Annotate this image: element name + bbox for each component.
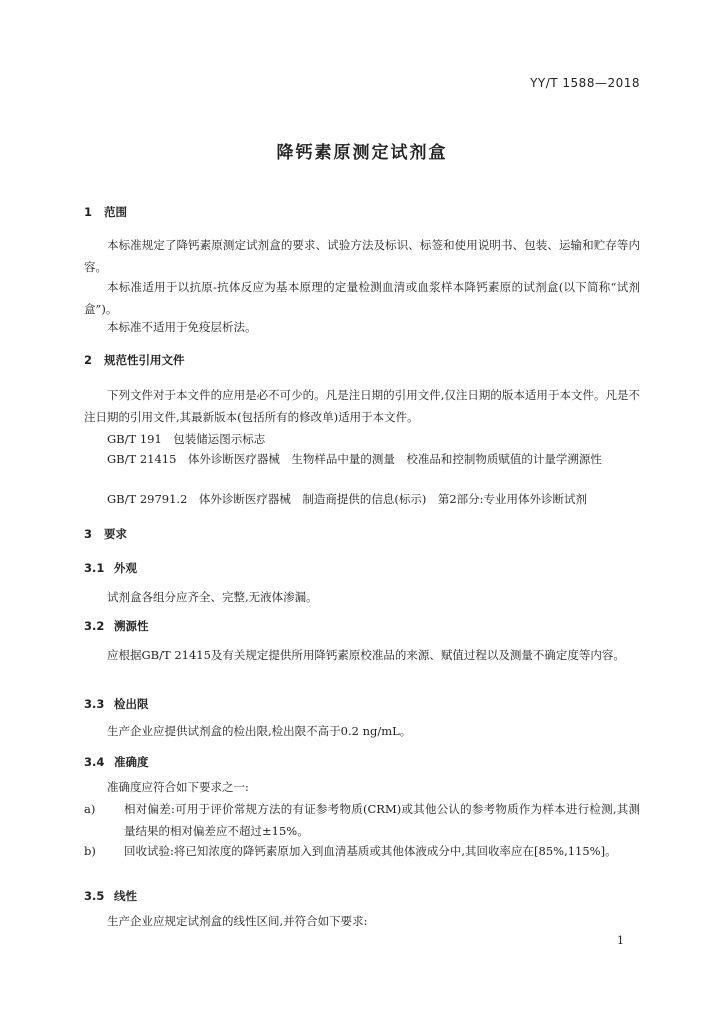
subsection-title: 外观 xyxy=(114,561,137,575)
subsection-title: 溯源性 xyxy=(114,619,149,633)
reference-item: GB/T 29791.2 体外诊断医疗器械 制造商提供的信息(标示) 第2部分:专业用体外诊断试剂 xyxy=(107,492,588,506)
paragraph: 本标准适用于以抗原-抗体反应为基本原理的定量检测血清或血浆样本降钙素原的试剂盒(以下简称“试剂盒”)。 xyxy=(84,280,640,316)
section-number: 3 xyxy=(84,527,93,541)
paragraph: 生产企业应规定试剂盒的线性区间,并符合如下要求: xyxy=(107,914,368,928)
section-title: 范围 xyxy=(104,205,127,219)
paragraph: 生产企业应提供试剂盒的检出限,检出限不高于0.2 ng/mL。 xyxy=(107,724,412,738)
page-number: 1 xyxy=(617,934,624,947)
list-item-text: 回收试验:将已知浓度的降钙素原加入到血清基质或其他体液成分中,其回收率应在[85%,115%]。 xyxy=(124,844,617,858)
section-number: 1 xyxy=(84,205,93,219)
subsection-number: 3.1 xyxy=(84,561,105,575)
paragraph: 准确度应符合如下要求之一: xyxy=(107,780,249,794)
subsection-heading-3-5 xyxy=(84,888,137,904)
subsection-heading-3-2 xyxy=(84,618,149,634)
document-title: 降钙素原测定试剂盒 xyxy=(276,143,448,163)
section-title: 规范性引用文件 xyxy=(104,353,185,367)
subsection-heading-3-1 xyxy=(84,560,137,576)
document-id: YY/T 1588—2018 xyxy=(530,76,640,90)
paragraph: 本标准规定了降钙素原测定试剂盒的要求、试验方法及标识、标签和使用说明书、包装、运输和贮存等内容。 xyxy=(84,238,640,274)
list-item-label: a) xyxy=(84,802,96,816)
subsection-heading-3-3 xyxy=(84,696,149,712)
list-item-b xyxy=(84,840,640,884)
subsection-number: 3.4 xyxy=(84,755,105,769)
section-heading-2 xyxy=(84,352,185,368)
list-item-a xyxy=(84,798,640,842)
subsection-heading-3-4 xyxy=(84,754,149,770)
section-number: 2 xyxy=(84,353,93,367)
section-heading-1 xyxy=(84,204,127,220)
section-heading-3 xyxy=(84,526,127,542)
subsection-title: 线性 xyxy=(114,889,137,903)
subsection-number: 3.2 xyxy=(84,619,105,633)
paragraph: 应根据GB/T 21415及有关规定提供所用降钙素原校准品的来源、赋值过程以及测量不确定度等内容。 xyxy=(107,648,625,662)
reference-item: GB/T 191 包装储运图示标志 xyxy=(107,432,266,446)
paragraph: 试剂盒各组分应齐全、完整,无液体渗漏。 xyxy=(107,590,318,604)
paragraph: 下列文件对于本文件的应用是必不可少的。凡是注日期的引用文件,仅注日期的版本适用于本文件。凡是不注日期的引用文件,其最新版本(包括所有的修改单)适用于本文件。 xyxy=(84,388,640,424)
paragraph: 本标准不适用于免疫层析法。 xyxy=(107,320,257,334)
subsection-title: 检出限 xyxy=(114,697,149,711)
list-item-text: 相对偏差:可用于评价常规方法的有证参考物质(CRM)或其他公认的参考物质作为样本进行检测,其测量结果的相对偏差应不超过±15%。 xyxy=(124,802,640,838)
subsection-number: 3.3 xyxy=(84,697,105,711)
reference-item: GB/T 21415 体外诊断医疗器械 生物样品中量的测量 校准品和控制物质赋值的计量学溯源性 xyxy=(107,452,602,466)
section-title: 要求 xyxy=(104,527,127,541)
subsection-title: 准确度 xyxy=(114,755,149,769)
list-item-label: b) xyxy=(84,844,96,858)
subsection-number: 3.5 xyxy=(84,889,105,903)
